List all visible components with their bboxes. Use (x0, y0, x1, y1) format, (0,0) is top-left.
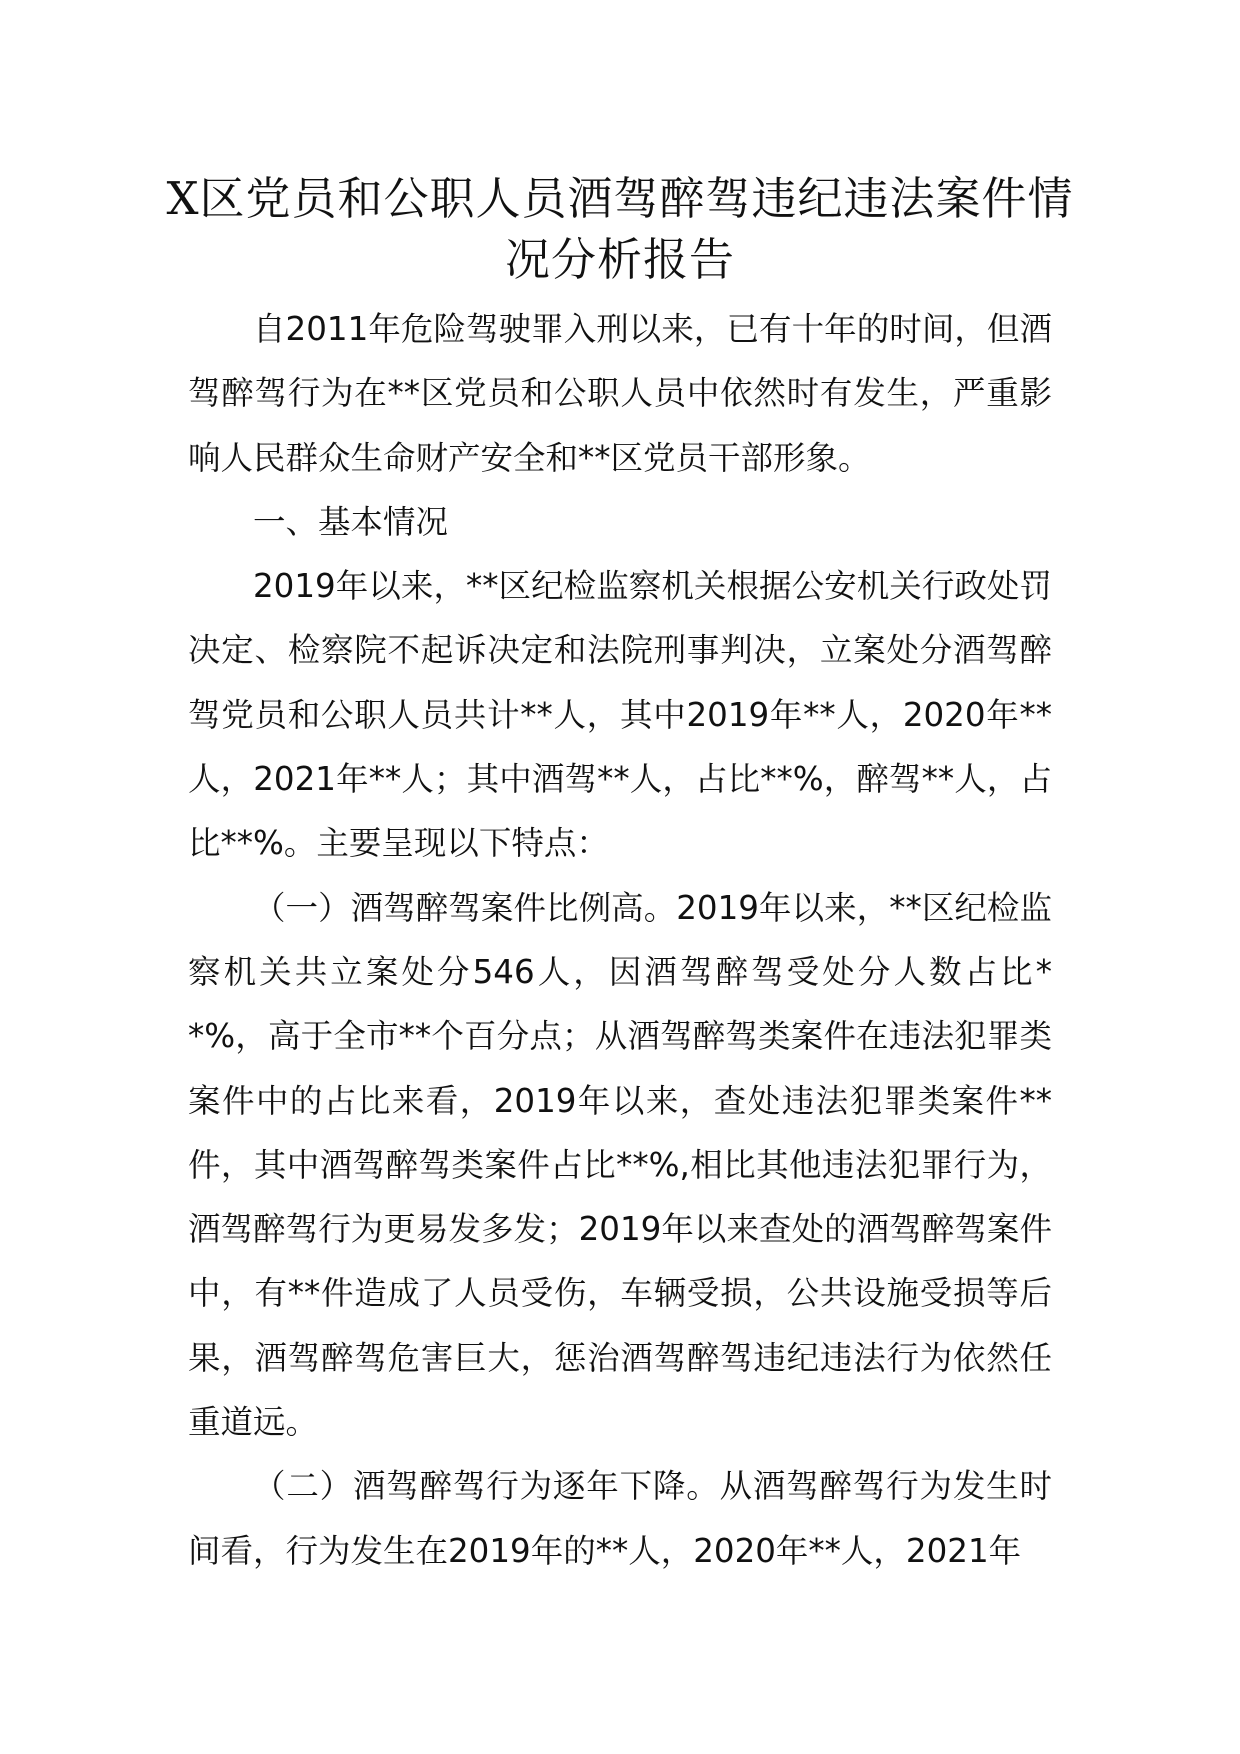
basic-situation-paragraph: 2019年以来，**区纪检监察机关根据公安机关行政处罚决定、检察院不起诉决定和法院刑事判决，立案处分酒驾醉驾党员和公职人员共计**人，其中2019年**人，2020年**人，2021年**人；其中酒驾**人，占比**%，醉驾**人，占比**%。主要呈现以下特点： (188, 567, 1052, 863)
feature-two-paragraph: （二）酒驾醉驾行为逐年下降。从酒驾醉驾行为发生时间看，行为发生在2019年的**人，2020年**人，2021年 (188, 1467, 1052, 1570)
section-heading-basic-situation: 一、基本情况 (253, 502, 449, 541)
document-title: X区党员和公职人员酒驾醉驾违纪违法案件情况分析报告 (166, 172, 1074, 286)
feature-one-paragraph: （一）酒驾醉驾案件比例高。2019年以来，**区纪检监察机关共立案处分546人，因酒驾醉驾受处分人数占比**%，高于全市**个百分点；从酒驾醉驾类案件在违法犯罪类案件中的占比来看，2019年以来，查处违法犯罪类案件**件，其中酒驾醉驾类案件占比**%,相比其他违法犯罪行为，酒驾醉驾行为更易发多发；2019年以来查处的酒驾醉驾案件中，有**件造成了人员受伤，车辆受损，公共设施受损等后果，酒驾醉驾危害巨大，惩治酒驾醉驾违纪违法行为依然任重道远。 (188, 888, 1052, 1442)
document-body (188, 297, 1052, 1583)
intro-paragraph: 自2011年危险驾驶罪入刑以来，已有十年的时间，但酒驾醉驾行为在**区党员和公职人员中依然时有发生，严重影响人民群众生命财产安全和**区党员干部形象。 (188, 310, 1052, 477)
